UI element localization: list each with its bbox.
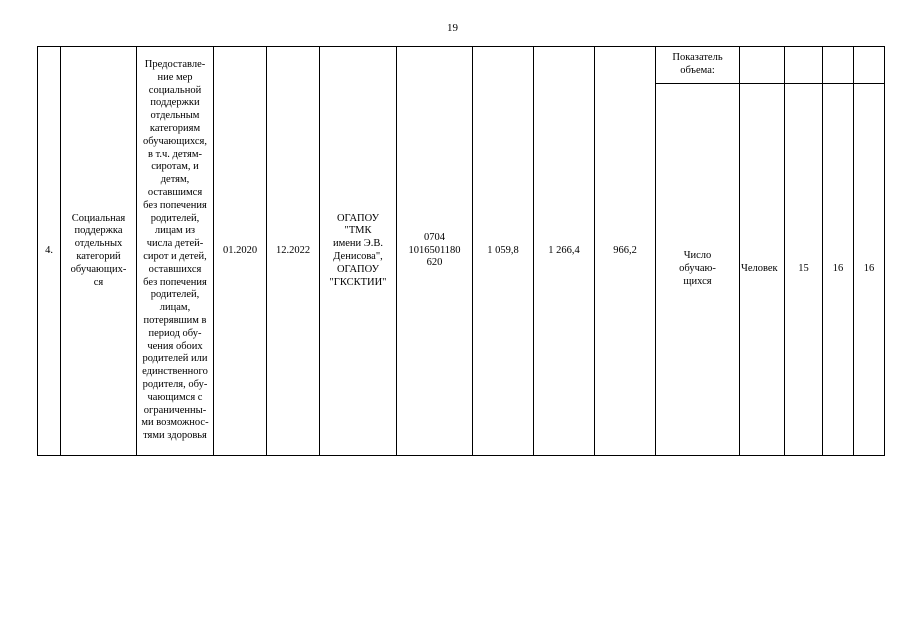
- unit-cell: Человек: [740, 84, 785, 456]
- page-number: 19: [447, 22, 458, 34]
- value-3-header-cell: [854, 47, 885, 84]
- indicator-name-cell: Число обучаю- щихся: [656, 84, 740, 456]
- value-3-cell: 16: [854, 84, 885, 456]
- indicator-header-cell: Показатель объема:: [656, 47, 740, 84]
- value-2-cell: 16: [823, 84, 854, 456]
- unit-header-cell: [740, 47, 785, 84]
- amount-2-cell: 1 266,4: [534, 47, 595, 456]
- measure-description-cell: Предоставле- ние мер социальной поддержки отдельным категориям обучающихся, в т.ч. детям- сиротам, и детям, оставшимся без попечения родителей, лицам из числа детей- сирот и детей, оставшихся без попечения родителей, лицам, потерявшим в период обу- чения обоих родителей или единственного родителя, обу- чающимся с ограниченны- ми возможнос- тями здоровья: [137, 47, 214, 456]
- executor-cell: ОГАПОУ "ТМК имени Э.В. Денисова", ОГАПОУ "ГКСКТИИ": [320, 47, 397, 456]
- table-row-header: [38, 47, 885, 84]
- start-date-cell: 01.2020: [214, 47, 267, 456]
- amount-1-cell: 1 059,8: [473, 47, 534, 456]
- program-name-cell: Социальная поддержка отдельных категорий обучающих- ся: [61, 47, 137, 456]
- amount-3-cell: 966,2: [595, 47, 656, 456]
- value-1-header-cell: [785, 47, 823, 84]
- value-1-cell: 15: [785, 84, 823, 456]
- end-date-cell: 12.2022: [267, 47, 320, 456]
- value-2-header-cell: [823, 47, 854, 84]
- budget-code-cell: 0704 1016501180 620: [397, 47, 473, 456]
- program-table: [37, 46, 885, 456]
- row-index: 4.: [38, 47, 61, 456]
